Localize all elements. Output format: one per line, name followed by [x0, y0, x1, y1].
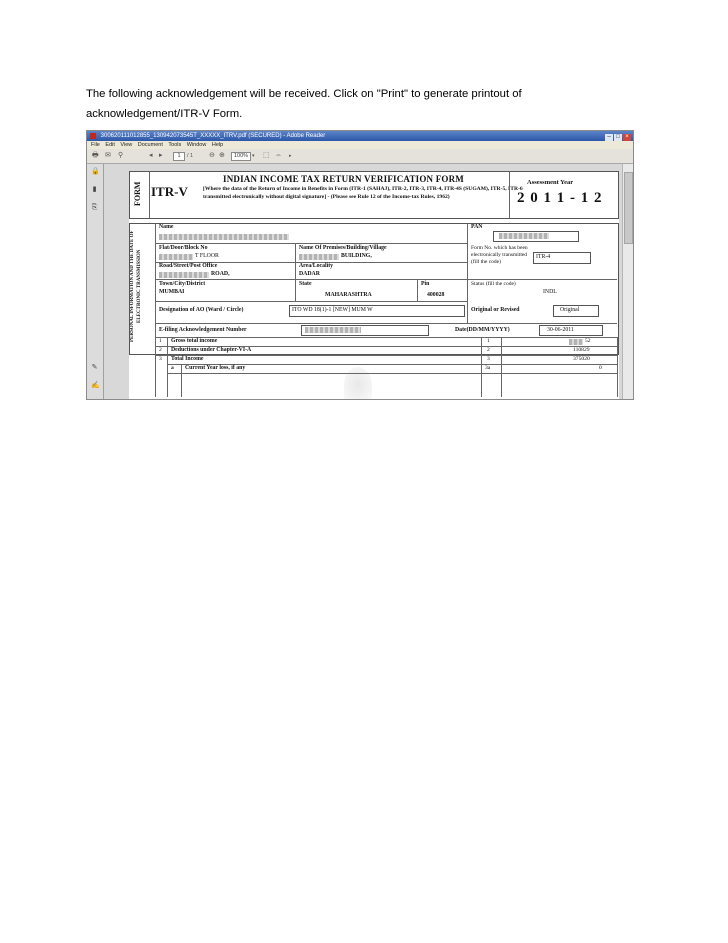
zoom-input[interactable]: 100%	[231, 152, 251, 161]
premises-value: BUILDING,	[341, 253, 372, 259]
page-total: / 1	[187, 153, 194, 159]
name-redacted	[159, 234, 289, 240]
row-1-amount: 52	[585, 338, 591, 344]
row-3-amount: 375020	[573, 356, 590, 362]
flat-redacted	[159, 254, 193, 260]
status-value: INDL	[543, 289, 557, 295]
row-2-ref: 2	[487, 347, 490, 353]
find-icon[interactable]: ⚲	[118, 152, 124, 159]
row-1-ref: 1	[487, 338, 490, 344]
form-no-value: ITR-4	[536, 254, 551, 260]
row-1-no: 1	[159, 338, 162, 344]
efiling-redacted	[305, 327, 361, 333]
form-word: FORM	[133, 181, 142, 207]
email-icon[interactable]: ✉	[105, 152, 111, 159]
pin-value: 400028	[427, 292, 445, 298]
print-icon[interactable]: 🖶	[92, 152, 99, 159]
zoom-out-icon[interactable]: ⊖	[209, 152, 215, 159]
pages-icon[interactable]: ▮	[92, 186, 97, 193]
section-side-label: PERSONAL INFORMATION AND THE DATE OF ELECTRONIC TRANSMISSION	[130, 230, 142, 342]
state-value: MAHARASHTRA	[325, 292, 372, 298]
row-3a-ref: 3a	[485, 365, 491, 371]
assessment-year: 2 0 1 1 - 1 2	[517, 190, 603, 206]
assessment-year-label: Assessment Year	[527, 179, 574, 186]
zoom-in-icon[interactable]: ⊕	[219, 152, 225, 159]
efiling-label: E-filing Acknowledgement Number	[159, 327, 247, 333]
town-value: MUMBAI	[159, 289, 185, 295]
road-label: Road/Street/Post Office	[159, 263, 218, 269]
fit-width-icon[interactable]: ⇔	[275, 152, 282, 159]
area-value: DADAR	[299, 271, 320, 277]
minimize-button[interactable]: –	[605, 134, 613, 141]
lock-icon[interactable]: 🔒	[91, 168, 100, 175]
comments-icon[interactable]: ✎	[91, 364, 98, 371]
scrollbar-thumb[interactable]	[624, 172, 633, 244]
pan-redacted	[499, 233, 549, 239]
row-3-ref: 3	[487, 356, 490, 362]
row-3-label: Total Income	[171, 356, 204, 362]
pin-label: Pin	[421, 281, 430, 287]
navigation-pane	[87, 164, 104, 399]
area-label: Area/Locality	[299, 263, 334, 269]
flat-label: Flat/Door/Block No	[159, 245, 208, 251]
window-title: 300620111012855_130942073545T_XXXXX_ITRV.pdf (SECURED) - Adobe Reader	[100, 133, 326, 139]
zoom-dropdown-icon[interactable]: ▾	[252, 153, 255, 159]
signatures-icon[interactable]: ✍	[91, 382, 100, 389]
pan-label: PAN	[471, 224, 483, 230]
intro-text: The following acknowledgement will be received. Click on "Print" to generate printout of acknowledgement/ITR-V Form.	[86, 88, 522, 120]
menu-view[interactable]: View	[120, 142, 133, 148]
prev-page-icon[interactable]: ◂	[149, 152, 153, 159]
row-3a-amount: 0	[599, 365, 602, 371]
fit-page-icon[interactable]: ⬚	[263, 152, 270, 159]
pdf-page	[129, 171, 619, 400]
emblem-watermark	[344, 367, 372, 400]
premises-redacted	[299, 254, 339, 260]
row-2-no: 2	[159, 347, 162, 353]
menu-tools[interactable]: Tools	[168, 142, 182, 148]
menu-edit[interactable]: Edit	[105, 142, 115, 148]
designation-value: ITO WD 18(1)-1 [NEW] MUM W	[292, 307, 373, 313]
row-2-label: Deductions under Chapter-VI-A	[171, 347, 252, 353]
window-titlebar	[87, 131, 633, 141]
next-page-icon[interactable]: ▸	[159, 152, 163, 159]
pdf-icon	[90, 133, 96, 139]
date-label: Date(DD/MM/YYYY)	[455, 327, 510, 333]
row-3a-no: a	[171, 365, 174, 371]
row-1-redacted	[569, 339, 583, 345]
menu-help[interactable]: Help	[211, 142, 224, 148]
designation-label: Designation of AO (Ward / Circle)	[159, 307, 244, 313]
row-1-label: Gross total income	[171, 338, 218, 344]
row-3-no: 3	[159, 356, 162, 362]
menu-file[interactable]: File	[91, 142, 100, 148]
form-no-label: Form No. which has been electronically transmitted (fill the code)	[471, 245, 528, 265]
row-3a-label: Current Year loss, if any	[185, 365, 246, 371]
row-2-amount: 110829	[573, 347, 590, 353]
form-code: ITR-V	[151, 184, 188, 199]
date-value: 30-06-2011	[547, 327, 574, 333]
premises-label: Name Of Premises/Building/Village	[299, 245, 387, 251]
flat-value: T FLOOR	[195, 253, 219, 259]
original-value: Original	[560, 307, 580, 313]
town-label: Town/City/District	[159, 281, 206, 287]
menu-window[interactable]: Window	[186, 142, 207, 148]
road-redacted	[159, 272, 209, 278]
maximize-button[interactable]: □	[614, 134, 622, 141]
original-revised-label: Original or Revised	[471, 307, 520, 313]
toolbar-more-icon[interactable]: ▸	[289, 153, 292, 159]
page-number-input[interactable]: 1	[173, 152, 185, 161]
toolbar	[87, 149, 633, 164]
name-label: Name	[159, 224, 174, 230]
state-label: State	[299, 281, 312, 287]
menu-document[interactable]: Document	[137, 142, 163, 148]
form-title: INDIAN INCOME TAX RETURN VERIFICATION FORM	[223, 174, 464, 184]
close-button[interactable]: ×	[623, 134, 631, 141]
status-label: Status (fill the code)	[471, 281, 516, 287]
road-value: ROAD,	[211, 271, 230, 277]
form-subtitle: [Where the data of the Return of Income in Benefits in Form (ITR-1 (SAHAJ), ITR-2, ITR-3, ITR-4, ITR-4S (SUGAM), ITR-5, ITR-6 transmitted electronically without digital signature] - (Please see Rule 12 of the Income-tax Rules, 1962)	[203, 186, 523, 200]
menu-bar	[87, 141, 633, 149]
attachments-icon[interactable]: ⎘	[91, 204, 98, 211]
vertical-scrollbar[interactable]	[622, 164, 633, 399]
reader-screenshot	[86, 130, 634, 400]
